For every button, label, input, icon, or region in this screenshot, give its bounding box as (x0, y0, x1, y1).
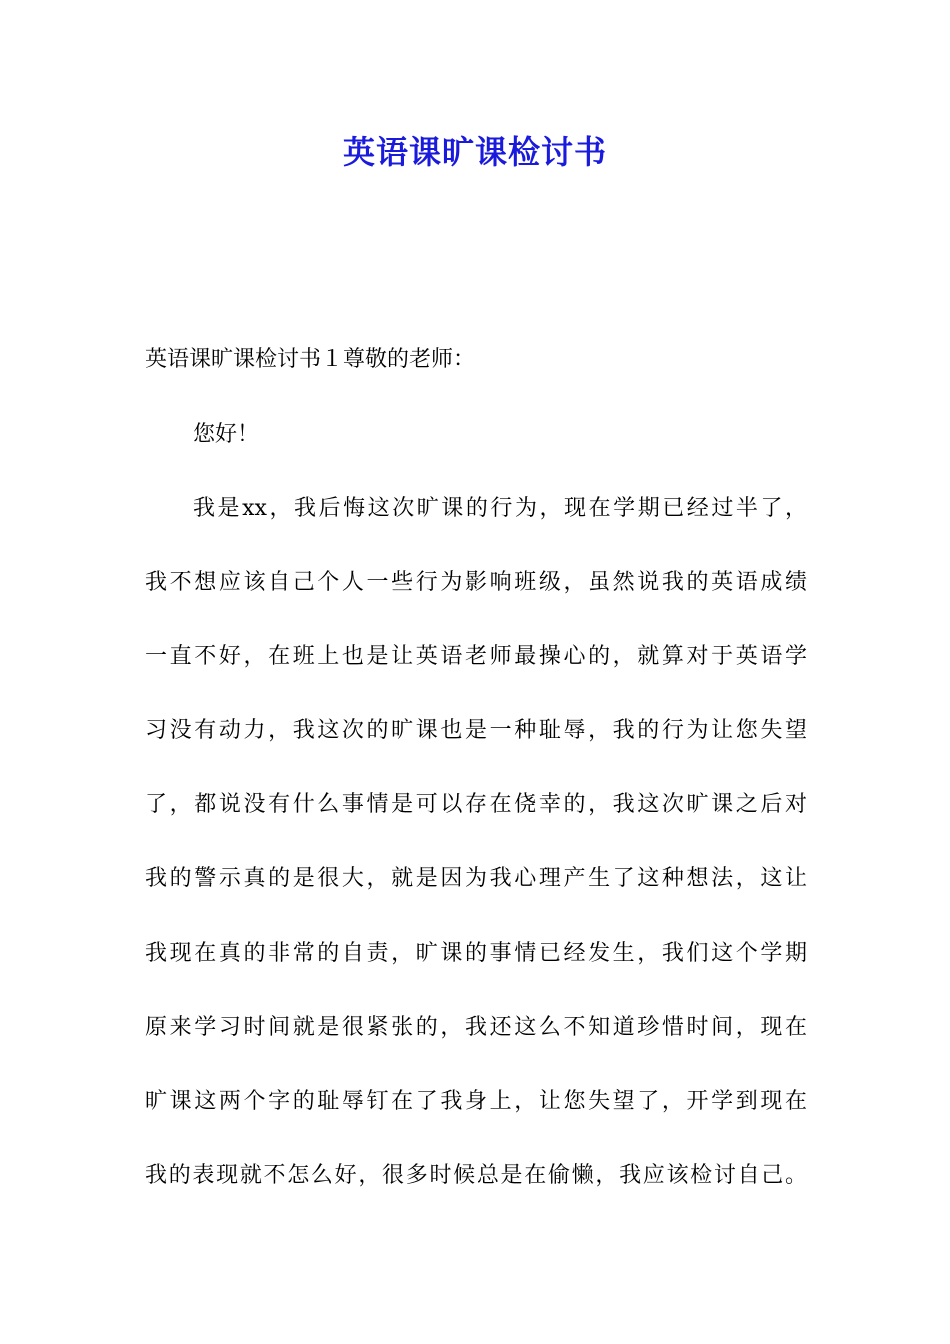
greeting-line: 您好！ (193, 422, 260, 447)
paragraph-line: 我不想应该自己个人一些行为影响班级，虽然说我的英语成绩 (145, 570, 807, 595)
document-title: 英语课旷课检讨书 (342, 133, 607, 171)
paragraph-line: 我的表现就不怎么好，很多时候总是在偷懒，我应该检讨自己。 (145, 1163, 807, 1188)
paragraph-line: 一直不好，在班上也是让英语老师最操心的，就算对于英语学 (145, 644, 807, 669)
paragraph-line: 我现在真的非常的自责，旷课的事情已经发生，我们这个学期 (145, 941, 807, 966)
paragraph-line: 我是xx，我后悔这次旷课的行为，现在学期已经过半了， (193, 496, 807, 521)
paragraph-line: 原来学习时间就是很紧张的，我还这么不知道珍惜时间，现在 (145, 1015, 807, 1040)
salutation-line: 英语课旷课检讨书１尊敬的老师： (145, 347, 476, 372)
paragraph-line: 了，都说没有什么事情是可以存在侥幸的，我这次旷课之后对 (145, 792, 807, 817)
paragraph-line: 习没有动力，我这次的旷课也是一种耻辱，我的行为让您失望 (145, 718, 807, 743)
paragraph-line: 我的警示真的是很大，就是因为我心理产生了这种想法，这让 (145, 866, 807, 891)
paragraph-line: 旷课这两个字的耻辱钉在了我身上，让您失望了，开学到现在 (145, 1089, 807, 1114)
